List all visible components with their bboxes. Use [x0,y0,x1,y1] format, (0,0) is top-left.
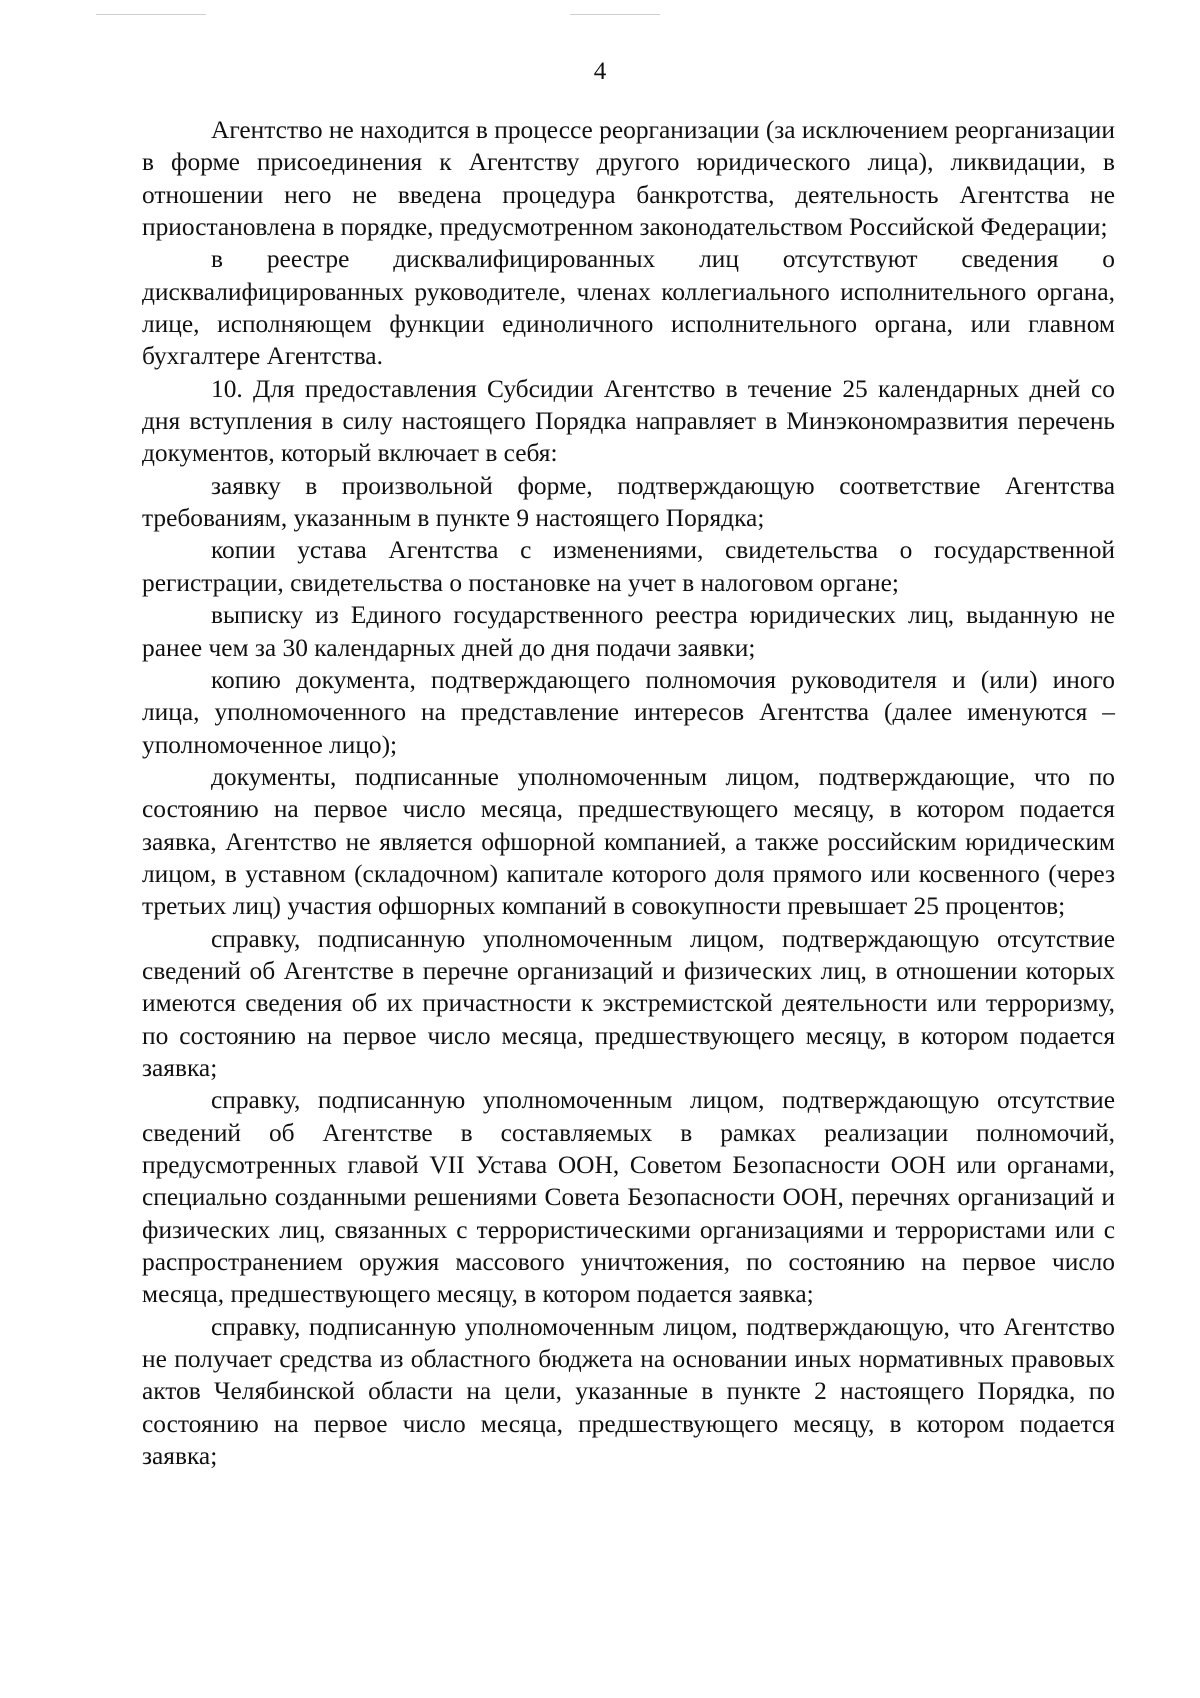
paragraph-charter-copies: копии устава Агентства с изменениями, свидетельства о государственной регистрации, свидетельства о постановке на учет в налоговом органе; [142,536,1115,597]
paragraph-extremism-certificate: справку, подписанную уполномоченным лицом, подтверждающую отсутствие сведений об Агентстве в перечне организаций и физических лиц, в отношении которых имеются сведения об их причастности к экстремистской деятельности или терроризму, по состоянию на первое число месяца, предшествующего месяцу, в котором подается заявка; [142,924,1115,1082]
document-body [142,114,1115,1472]
scan-artifact [570,14,660,15]
paragraph-disqualified-registry: в реестре дисквалифицированных лиц отсутствуют сведения о дисквалифицированных руководителе, членах коллегиального исполнительного органа, лице, исполняющем функции единоличного исполнительного органа, или главном бухгалтере Агентства. [142,245,1115,371]
paragraph-budget-certificate: справку, подписанную уполномоченным лицом, подтверждающую, что Агентство не получает средства из областного бюджета на основании иных нормативных правовых актов Челябинской области на цели, указанные в пункте 2 настоящего Порядка, по состоянию на первое число месяца, предшествующего месяцу, в котором подается заявка; [142,1312,1115,1471]
paragraph-registry-extract: выписку из Единого государственного реестра юридических лиц, выданную не ранее чем за 30 календарных дней до дня подачи заявки; [142,601,1115,662]
paragraph-authority-document: копию документа, подтверждающего полномочия руководителя и (или) иного лица, уполномоченного на представление интересов Агентства (далее именуются – уполномоченное лицо); [142,665,1115,759]
page-number: 4 [593,58,607,85]
paragraph-un-lists-certificate: справку, подписанную уполномоченным лицом, подтверждающую отсутствие сведений об Агентстве в составляемых в рамках реализации полномочий, предусмотренных главой VII Устава ООН, Советом Безопасности ООН или органами, специально созданными решениями Совета Безопасности ООН, перечнях организаций и физических лиц, связанных с террористическими организациями и террористами или с распространением оружия массового уничтожения, по состоянию на первое число месяца, предшествующего месяцу, в котором подается заявка; [142,1086,1115,1309]
paragraph-reorganization: Агентство не находится в процессе реорганизации (за исключением реорганизации в форме присоединения к Агентству другого юридического лица), ликвидации, в отношении него не введена процедура банкротства, деятельность Агентства не приостановлена в порядке, предусмотренном законодательством Российской Федерации; [142,116,1115,242]
scan-artifact [96,14,206,15]
paragraph-application: заявку в произвольной форме, подтверждающую соответствие Агентства требованиям, указанным в пункте 9 настоящего Порядка; [142,471,1115,533]
paragraph-offshore-documents: документы, подписанные уполномоченным лицом, подтверждающие, что по состоянию на первое число месяца, предшествующего месяцу, в котором подается заявка, Агентство не является офшорной компанией, а также российским юридическим лицом, в уставном (складочном) капитале которого доля прямого или косвенного (через третьих лиц) участия офшорных компаний в совокупности превышает 25 процентов; [142,762,1115,921]
paragraph-clause-10: 10. Для предоставления Субсидии Агентство в течение 25 календарных дней со дня вступления в силу настоящего Порядка направляет в Минэкономразвития перечень документов, который включает в себя: [142,374,1115,468]
